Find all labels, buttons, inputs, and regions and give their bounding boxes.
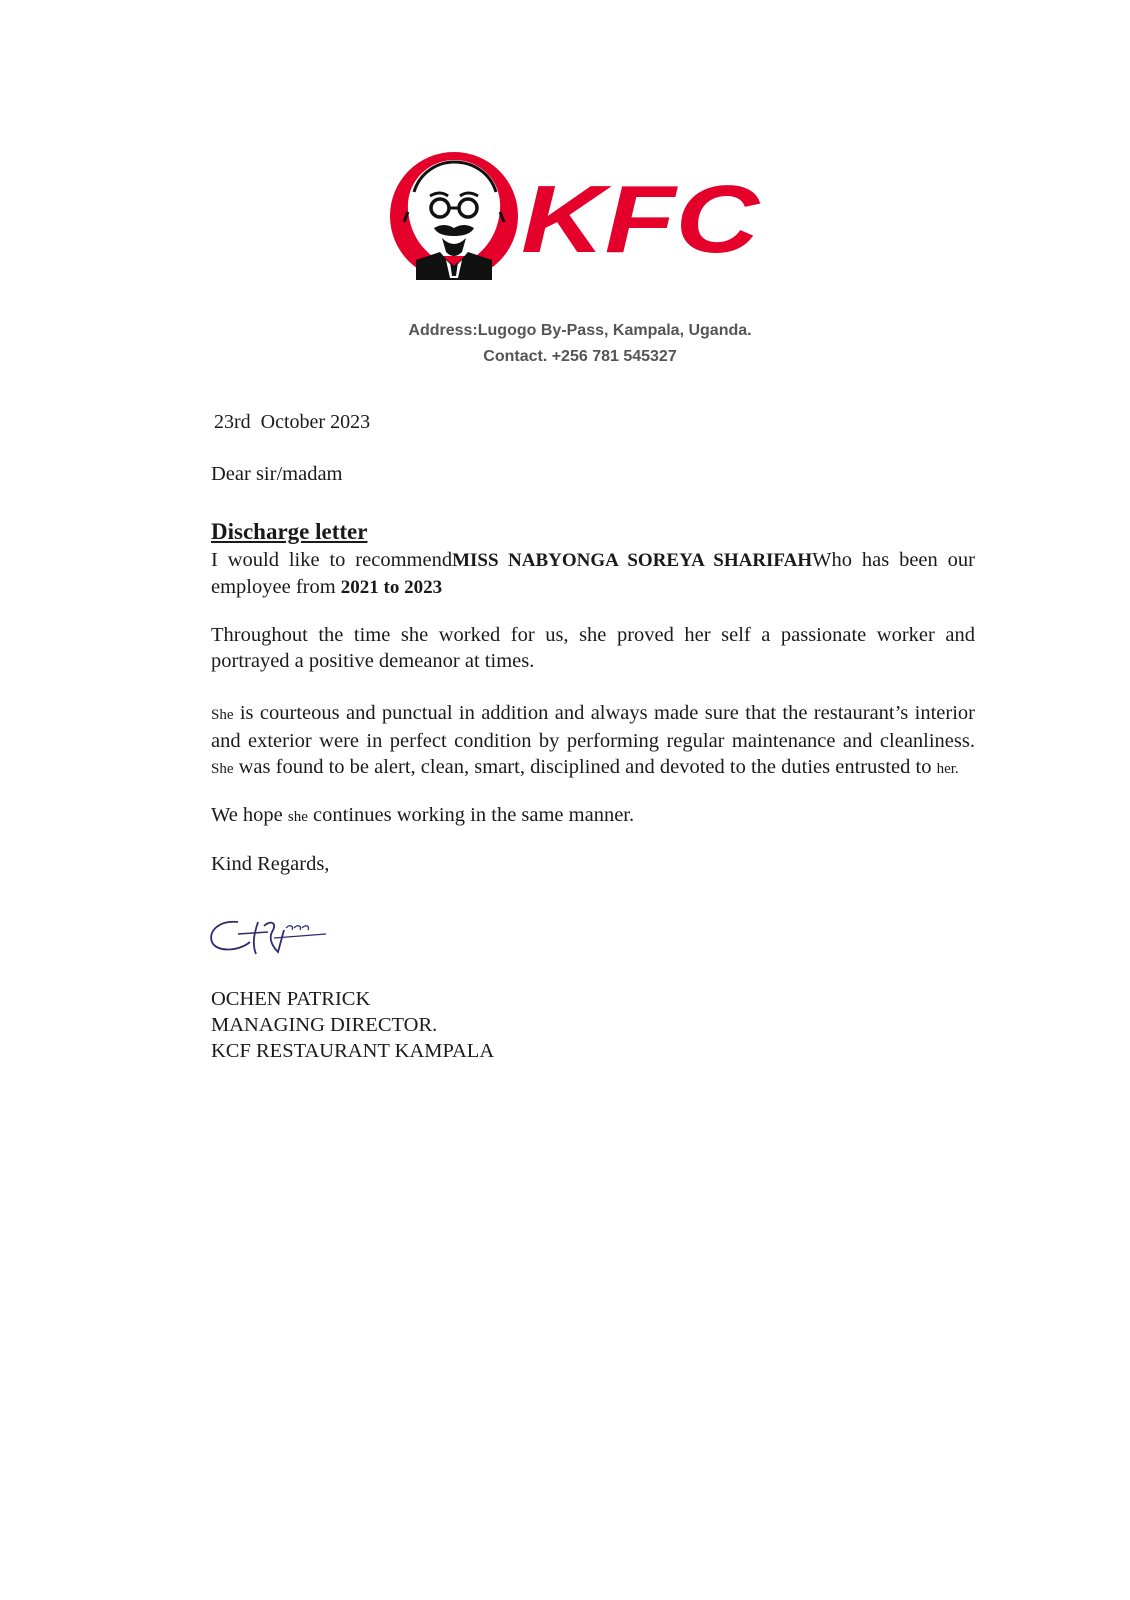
paragraph-conduct bbox=[211, 700, 975, 782]
employment-years: 2021 to 2023 bbox=[340, 577, 443, 598]
letter-date: 23rd October 2023 bbox=[214, 411, 371, 433]
kfc-logo bbox=[386, 152, 776, 290]
pronoun-her: her. bbox=[936, 761, 959, 777]
colonel-emblem-icon bbox=[390, 152, 518, 280]
signatory-organization: KCF RESTAURANT KAMPALA bbox=[211, 1040, 495, 1062]
conduct-text-1: is courteous and punctual in addition and always made sure that the restaurant’s interior and exterior were in perfect condition by performing regular maintenance and cleanliness. bbox=[211, 702, 975, 752]
employment-text: Who has been our employee from bbox=[211, 549, 975, 598]
pronoun-she: she bbox=[287, 809, 308, 825]
hope-text-1: We hope bbox=[211, 804, 288, 826]
contact-line: Contact. +256 781 545327 bbox=[483, 348, 677, 365]
brand-wordmark: KFC bbox=[521, 166, 762, 273]
hope-text-2: continues working in the same manner. bbox=[307, 804, 635, 826]
closing-regards: Kind Regards, bbox=[211, 853, 330, 875]
conduct-text-2: was found to be alert, clean, smart, disciplined and devoted to the duties entrusted to bbox=[233, 756, 937, 778]
paragraph-performance: Throughout the time she worked for us, she proved her self a passionate worker and portrayed a positive demeanor at times. bbox=[211, 624, 975, 672]
letterhead-address bbox=[320, 318, 840, 370]
pronoun-she: She bbox=[211, 761, 234, 777]
salutation: Dear sir/madam bbox=[211, 463, 343, 485]
employee-name: MISS NABYONGA SOREYA SHARIFAH bbox=[452, 550, 813, 571]
signatory-name: OCHEN PATRICK bbox=[211, 988, 371, 1010]
pronoun-she: She bbox=[211, 707, 234, 723]
paragraph-hope bbox=[211, 802, 975, 830]
address-line: Address:Lugogo By-Pass, Kampala, Uganda. bbox=[408, 322, 752, 339]
letter-subject: Discharge letter bbox=[211, 519, 368, 544]
paragraph-recommendation bbox=[211, 547, 975, 601]
handwritten-signature bbox=[208, 912, 333, 962]
recommend-text: I would like to recommend bbox=[211, 549, 453, 571]
signatory-title: MANAGING DIRECTOR. bbox=[211, 1014, 438, 1036]
